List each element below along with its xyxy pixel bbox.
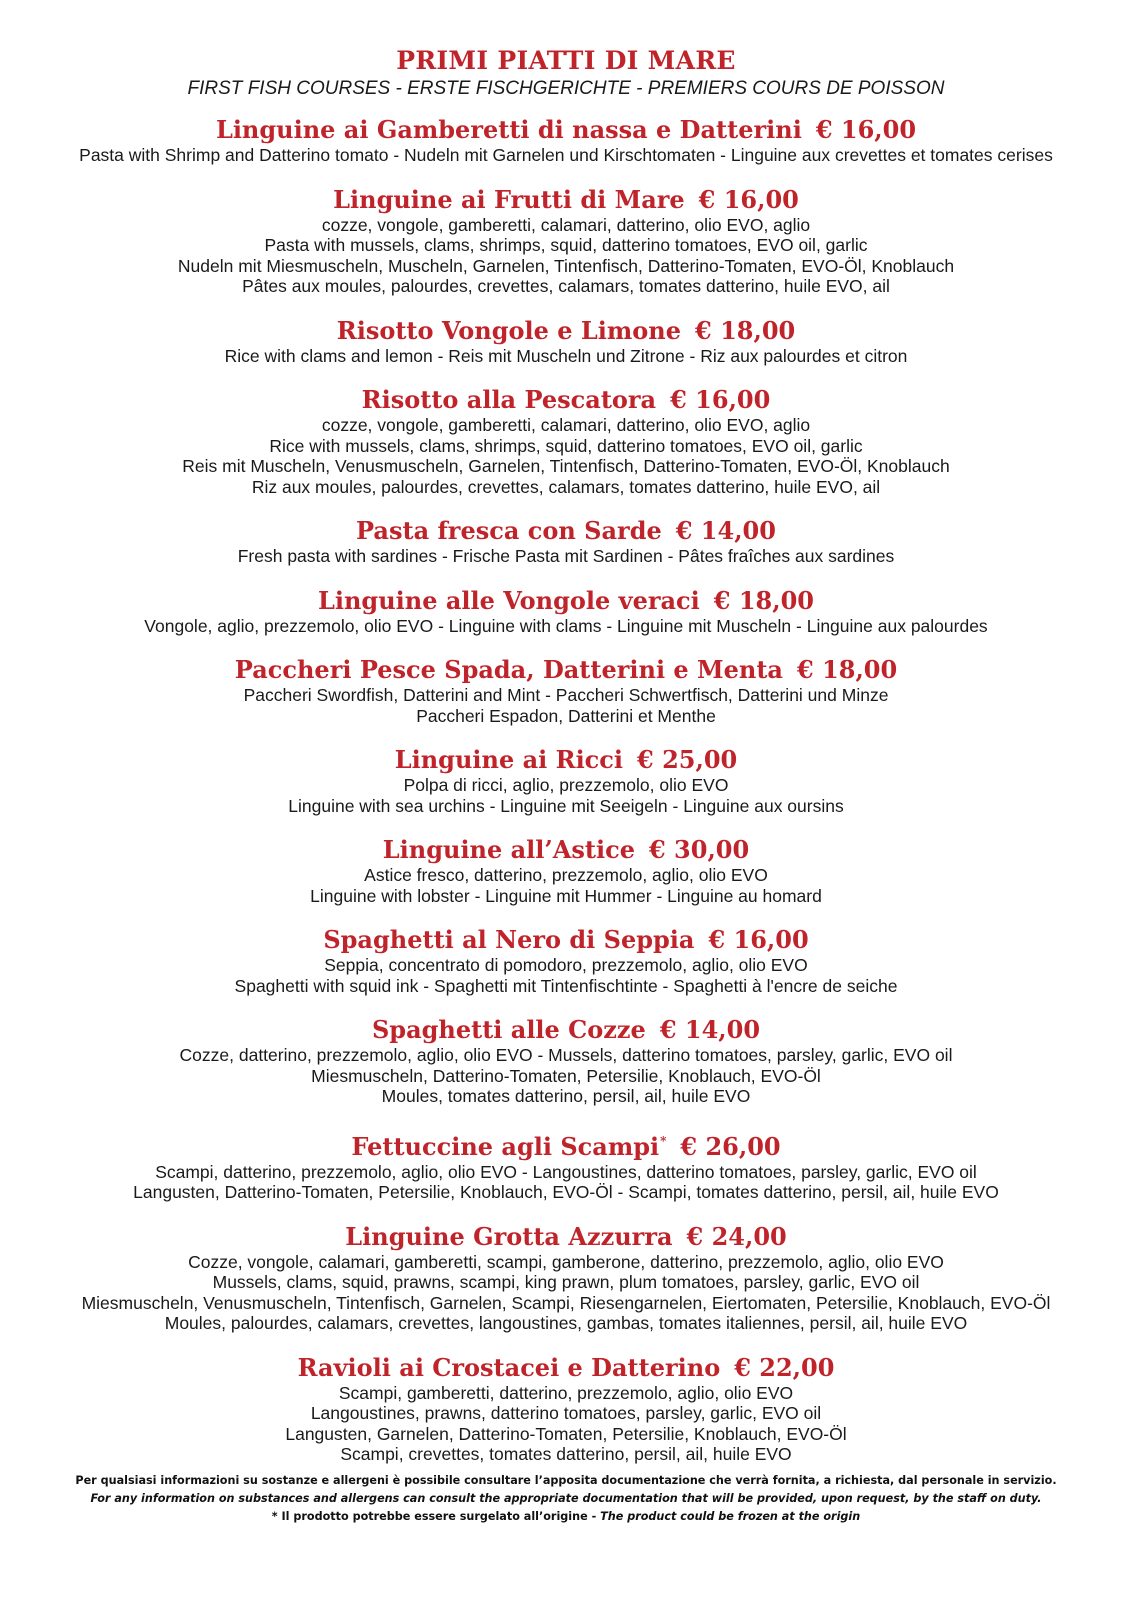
dish-description-line: Fresh pasta with sardines - Frische Pasta mit Sardinen - Pâtes fraîches aux sardines	[237, 546, 895, 566]
dish-title	[0, 655, 1132, 685]
dish-description-line: Moules, tomates datterino, persil, ail, huile EVO	[381, 1086, 751, 1106]
dish-description-line: Miesmuscheln, Datterino-Tomaten, Petersilie, Knoblauch, EVO-Öl	[311, 1065, 821, 1086]
dish-name: Paccheri Pesce Spada, Datterini e Menta	[234, 655, 783, 684]
dish-price: € 14,00	[675, 516, 776, 545]
menu-item	[0, 1015, 1132, 1107]
dish-name: Spaghetti al Nero di Seppia	[323, 925, 695, 954]
dish-description-line: Polpa di ricci, aglio, prezzemolo, olio EVO	[403, 775, 729, 795]
footer-note-italian: Per qualsiasi informazioni su sostanze e allergeni è possibile consultare l’apposita documentazione che verrà fornita, a richiesta, dal personale in servizio.	[75, 1474, 1057, 1487]
menu-item	[0, 185, 1132, 297]
dish-name: Ravioli ai Crostacei e Datterino	[297, 1352, 721, 1382]
dish-title	[0, 925, 1132, 955]
dish-price: € 16,00	[708, 925, 809, 954]
dish-description-line: Linguine with lobster - Linguine mit Hummer - Linguine au homard	[310, 885, 822, 906]
dish-description-line: Spaghetti with squid ink - Spaghetti mit Tintenfischtinte - Spaghetti à l'encre de seiche	[234, 975, 898, 996]
menu-item	[0, 655, 1132, 726]
page-subtitle: FIRST FISH COURSES - ERSTE FISCHGERICHTE - PREMIERS COURS DE POISSON	[187, 78, 945, 99]
dish-description-line: Pâtes aux moules, palourdes, crevettes, calamars, tomates datterino, huile EVO, ail	[242, 276, 890, 296]
menu-item	[0, 925, 1132, 996]
dish-description-line: Nudeln mit Miesmuscheln, Muscheln, Garnelen, Tintenfisch, Datterino-Tomaten, EVO-Öl, Knoblauch	[177, 255, 955, 276]
dish-name: Linguine ai Ricci	[394, 745, 624, 774]
dish-title	[0, 586, 1132, 616]
dish-title	[0, 316, 1132, 346]
dish-price: € 30,00	[649, 835, 750, 864]
dish-price: € 16,00	[698, 184, 799, 214]
dish-name: Pasta fresca con Sarde	[356, 516, 662, 545]
menu-item	[0, 115, 1132, 166]
dish-title	[0, 115, 1132, 145]
dish-title	[0, 1126, 1132, 1162]
dish-name: Linguine ai Frutti di Mare	[333, 184, 685, 214]
dish-title	[0, 385, 1132, 415]
dish-price: € 18,00	[695, 315, 796, 345]
dish-description-line: Langusten, Datterino-Tomaten, Petersilie, Knoblauch, EVO-Öl - Scampi, tomates datterino, persil, ail, huile EVO	[133, 1182, 999, 1202]
menu-item	[0, 835, 1132, 906]
menu-item	[0, 1222, 1132, 1334]
dish-name: Linguine alle Vongole veraci	[317, 585, 700, 615]
dish-description-line: Cozze, vongole, calamari, gamberetti, scampi, gamberone, datterino, prezzemolo, aglio, olio EVO	[188, 1251, 944, 1272]
dish-name: Risotto Vongole e Limone	[336, 315, 682, 345]
dish-price: € 26,00	[680, 1131, 781, 1161]
dish-title	[0, 1015, 1132, 1045]
dish-price: € 18,00	[713, 585, 815, 615]
dish-price: € 16,00	[670, 385, 771, 414]
dish-description-line: Paccheri Swordfish, Datterini and Mint - Paccheri Schwertfisch, Datterini und Minze	[243, 685, 889, 705]
dish-description-line: Vongole, aglio, prezzemolo, olio EVO - Linguine with clams - Linguine mit Muscheln - Linguine aux palourdes	[144, 615, 988, 636]
frozen-note-english: The product could be frozen at the origin	[600, 1510, 861, 1523]
dish-title	[0, 185, 1132, 215]
menu-item	[0, 586, 1132, 637]
dish-price: € 25,00	[637, 745, 738, 774]
dish-description-line: Reis mit Muscheln, Venusmuscheln, Garnelen, Tintenfisch, Datterino-Tomaten, EVO-Öl, Knoblauch	[182, 456, 950, 476]
dish-title	[0, 745, 1132, 775]
dish-description-line: Miesmuscheln, Venusmuscheln, Tintenfisch, Garnelen, Scampi, Riesengarnelen, Eiertomaten, Petersilie, Knoblauch, EVO-Öl	[81, 1292, 1051, 1313]
dish-description-line: Rice with mussels, clams, shrimps, squid, datterino tomatoes, EVO oil, garlic	[269, 435, 863, 456]
dish-list	[0, 115, 1132, 1465]
frozen-note-italian: * Il prodotto potrebbe essere surgelato all’origine -	[271, 1510, 601, 1523]
dish-name: Linguine Grotta Azzurra	[345, 1221, 673, 1251]
dish-description-line: Rice with clams and lemon - Reis mit Muscheln und Zitrone - Riz aux palourdes et citron	[224, 345, 908, 366]
dish-title	[0, 1353, 1132, 1383]
dish-description-line: Astice fresco, datterino, prezzemolo, aglio, olio EVO	[364, 865, 768, 885]
dish-title	[0, 835, 1132, 865]
menu-item	[0, 385, 1132, 497]
dish-name: Linguine all’Astice	[382, 835, 635, 864]
menu-item	[0, 1353, 1132, 1465]
menu-item	[0, 745, 1132, 816]
menu-item	[0, 1126, 1132, 1203]
dish-title	[0, 1222, 1132, 1252]
dish-description-line: Paccheri Espadon, Datterini et Menthe	[416, 705, 716, 726]
dish-description-line: cozze, vongole, gamberetti, calamari, datterino, olio EVO, aglio	[321, 214, 811, 235]
dish-description-line: Linguine with sea urchins - Linguine mit Seeigeln - Linguine aux oursins	[288, 795, 844, 816]
page-title: PRIMI PIATTI DI MARE	[396, 46, 736, 75]
dish-price: € 24,00	[686, 1221, 787, 1251]
footer-frozen-note	[0, 1508, 1132, 1526]
dish-description-line: Scampi, datterino, prezzemolo, aglio, olio EVO - Langoustines, datterino tomatoes, parsley, garlic, EVO oil	[155, 1161, 977, 1182]
dish-description-line: Langusten, Garnelen, Datterino-Tomaten, Petersilie, Knoblauch, EVO-Öl	[285, 1423, 847, 1444]
dish-description-line: Riz aux moules, palourdes, crevettes, calamars, tomates datterino, huile EVO, ail	[251, 476, 881, 497]
dish-name: Linguine ai Gamberetti di nassa e Datterini	[215, 115, 802, 144]
dish-description-line: Scampi, crevettes, tomates datterino, persil, ail, huile EVO	[340, 1444, 792, 1464]
dish-title	[0, 516, 1132, 546]
dish-name: Risotto alla Pescatora	[361, 385, 657, 414]
footer-note-english: For any information on substances and allergens can consult the appropriate documentation that will be provided, upon request, by the staff on duty.	[90, 1492, 1042, 1505]
dish-description-line: cozze, vongole, gamberetti, calamari, datterino, olio EVO, aglio	[321, 415, 811, 435]
dish-description-line: Moules, palourdes, calamars, crevettes, langoustines, gambas, tomates italiennes, persil, ail, huile EVO	[164, 1313, 968, 1333]
dish-name: Fettuccine agli Scampi	[351, 1131, 660, 1161]
dish-description-line: Cozze, datterino, prezzemolo, aglio, olio EVO - Mussels, datterino tomatoes, parsley, garlic, EVO oil	[179, 1045, 953, 1065]
dish-description-line: Pasta with Shrimp and Datterino tomato - Nudeln mit Garnelen und Kirschtomaten - Linguine aux crevettes et tomates cerises	[79, 145, 1053, 165]
dish-description-line: Pasta with mussels, clams, shrimps, squid, datterino tomatoes, EVO oil, garlic	[264, 235, 868, 255]
dish-price: € 22,00	[734, 1352, 835, 1382]
dish-description-line: Langoustines, prawns, datterino tomatoes, parsley, garlic, EVO oil	[310, 1403, 822, 1423]
dish-description-line: Mussels, clams, squid, prawns, scampi, king prawn, plum tomatoes, parsley, garlic, EVO oil	[212, 1272, 920, 1292]
frozen-asterisk: *	[660, 1133, 667, 1148]
dish-price: € 16,00	[815, 115, 917, 144]
menu-item	[0, 516, 1132, 567]
menu-item	[0, 316, 1132, 367]
dish-name: Spaghetti alle Cozze	[371, 1015, 646, 1044]
dish-price: € 18,00	[796, 655, 898, 684]
dish-description-line: Seppia, concentrato di pomodoro, prezzemolo, aglio, olio EVO	[324, 955, 808, 975]
dish-description-line: Scampi, gamberetti, datterino, prezzemolo, aglio, olio EVO	[338, 1382, 794, 1403]
allergen-footer	[0, 1472, 1132, 1526]
dish-price: € 14,00	[659, 1015, 761, 1044]
